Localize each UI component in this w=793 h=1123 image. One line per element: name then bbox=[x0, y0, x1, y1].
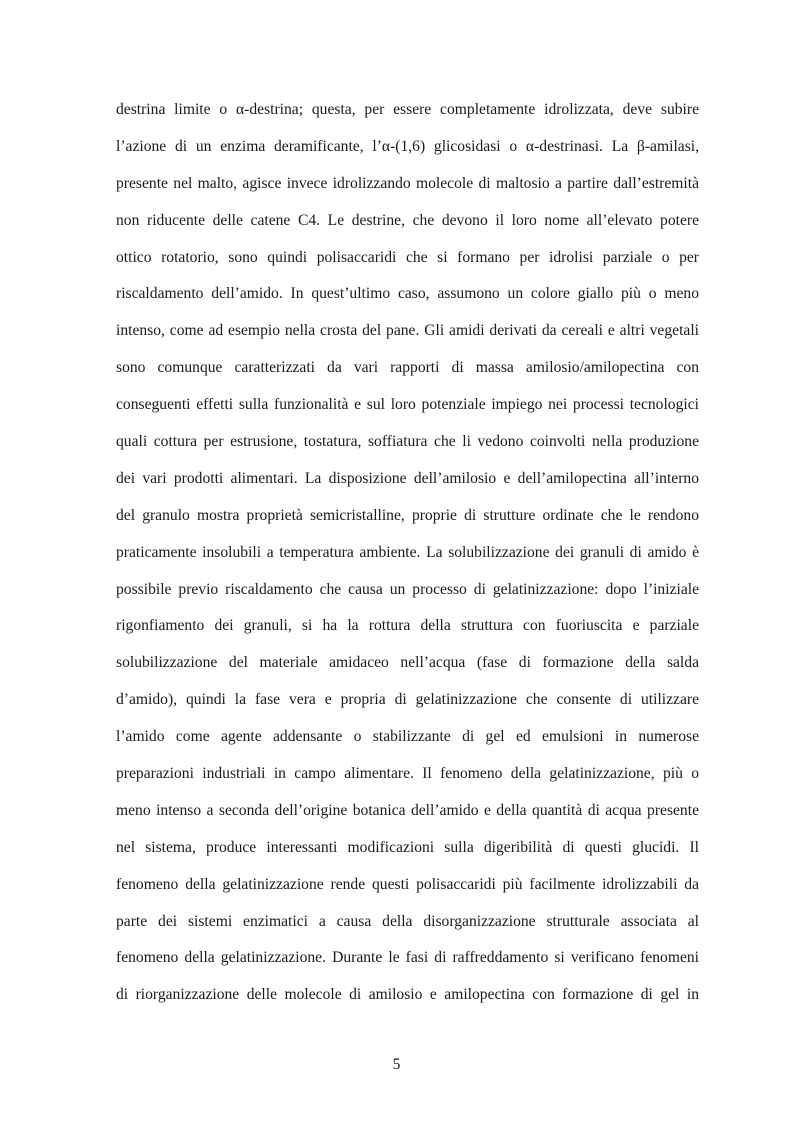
text-line: possibile previo riscaldamento che causa un processo di gelatinizzazione: dopo l’iniziale bbox=[116, 580, 699, 598]
text-line: rigonfiamento dei granuli, si ha la rottura della struttura con fuoriuscita e parziale bbox=[116, 617, 699, 635]
text-line: solubilizzazione del materiale amidaceo nell’acqua (fase di formazione della salda bbox=[116, 654, 699, 672]
text-line: di riorganizzazione delle molecole di amilosio e amilopectina con formazione di gel in bbox=[116, 986, 699, 1004]
text-line: nel sistema, produce interessanti modificazioni sulla digeribilità di questi glucidi. Il bbox=[116, 838, 699, 856]
text-line: l’azione di un enzima deramificante, l’α-(1,6) glicosidasi o α-destrinasi. La β-amilasi, bbox=[116, 137, 699, 155]
text-line: meno intenso a seconda dell’origine botanica dell’amido e della quantità di acqua presente bbox=[116, 801, 699, 819]
text-line: intenso, come ad esempio nella crosta del pane. Gli amidi derivati da cereali e altri vegetali bbox=[116, 322, 699, 340]
text-line: d’amido), quindi la fase vera e propria di gelatinizzazione che consente di utilizzare bbox=[116, 691, 699, 709]
text-line: fenomeno della gelatinizzazione rende questi polisaccaridi più facilmente idrolizzabili da bbox=[116, 875, 699, 893]
text-line: l’amido come agente addensante o stabilizzante di gel ed emulsioni in numerose bbox=[116, 728, 699, 746]
text-line: ottico rotatorio, sono quindi polisaccaridi che si formano per idrolisi parziale o per bbox=[116, 248, 699, 266]
text-line: fenomeno della gelatinizzazione. Durante le fasi di raffreddamento si verificano fenomeni bbox=[116, 949, 699, 967]
page-number: 5 bbox=[392, 1056, 401, 1073]
text-line: riscaldamento dell’amido. In quest’ultimo caso, assumono un colore giallo più o meno bbox=[116, 285, 699, 303]
text-line: preparazioni industriali in campo alimentare. Il fenomeno della gelatinizzazione, più o bbox=[116, 765, 699, 783]
text-line: destrina limite o α-destrina; questa, per essere completamente idrolizzata, deve subire bbox=[116, 101, 699, 118]
text-line: sono comunque caratterizzati da vari rapporti di massa amilosio/amilopectina con bbox=[116, 359, 699, 377]
text-line: non riducente delle catene C4. Le destrine, che devono il loro nome all’elevato potere bbox=[116, 211, 699, 229]
text-line: presente nel malto, agisce invece idrolizzando molecole di maltosio a partire dall’estremità bbox=[116, 174, 699, 192]
text-line: praticamente insolubili a temperatura ambiente. La solubilizzazione dei granuli di amido è bbox=[116, 543, 699, 561]
text-line: del granulo mostra proprietà semicristalline, proprie di strutture ordinate che le rendono bbox=[116, 506, 699, 524]
text-line: dei vari prodotti alimentari. La disposizione dell’amilosio e dell’amilopectina all’interno bbox=[116, 469, 699, 487]
text-line: conseguenti effetti sulla funzionalità e sul loro potenziale impiego nei processi tecnologici bbox=[116, 396, 699, 414]
text-line: parte dei sistemi enzimatici a causa della disorganizzazione strutturale associata al bbox=[116, 912, 699, 930]
body-paragraph bbox=[116, 92, 699, 1014]
text-line: quali cottura per estrusione, tostatura, soffiatura che li vedono coinvolti nella produzione bbox=[116, 433, 699, 451]
